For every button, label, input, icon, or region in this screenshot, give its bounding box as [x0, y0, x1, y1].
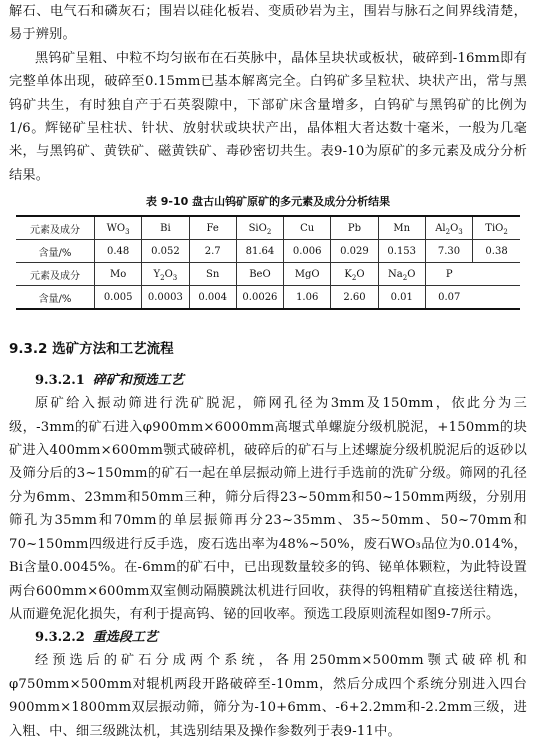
- table-cell-element: $WO_3$: [95, 216, 142, 240]
- table-cell-element: Fe: [189, 216, 236, 240]
- table-cell-element: Mo: [95, 263, 142, 286]
- table-cell-value: 0.0026: [236, 286, 283, 310]
- table-cell-value: 0.005: [95, 286, 142, 310]
- table-cell-empty: [473, 286, 520, 310]
- table-cell-value: 81.64: [236, 240, 283, 263]
- table-cell-value: 0.004: [189, 286, 236, 310]
- table-cell-element: P: [425, 263, 472, 286]
- subsection-heading-crushing: [9, 369, 527, 392]
- table-caption: 表 9-10 盘古山钨矿原矿的多元素及成分分析结果: [145, 195, 391, 209]
- paragraph-gravity: 经预选后的矿石分成两个系统，各用250mm×500mm颚式破碎机和φ750mm×500mm对辊机两段开路破碎至-10mm，然后分成四个系统分别进入四台900mm×1800mm双层振动筛，筛分为-10+6mm、-6+2.2mm和-2.2mm三级，进入粗、中、细三级跳汰机，其选别结果及操作参数列于表9-11中。: [9, 653, 527, 739]
- analysis-table: [16, 215, 520, 310]
- table-cell-element: Bi: [142, 216, 189, 240]
- table-header-cell: 含量/%: [16, 240, 95, 263]
- table-cell-value: 0.07: [425, 286, 472, 310]
- table-cell-value: 0.01: [378, 286, 425, 310]
- table-cell-value: 7.30: [425, 240, 472, 263]
- table-cell-element: SiO$_2$: [236, 216, 283, 240]
- paragraph-crushing: 原矿给入振动筛进行洗矿脱泥，筛网孔径为3mm及150mm，依此分为三级，-3mm的矿石进入φ900mm×6000mm高堰式单螺旋分级机脱泥，+150mm的块矿进入400mm×600mm颚式破碎机，破碎后的矿石与上述螺旋分级机脱泥后的返砂以及筛分后的3~150mm的矿石一起在单层振动筛上进行手选前的洗矿分级。筛网的孔径分为6mm、23mm和50mm三种，筛分后得23~50mm和50~150mm两级，分别用筛孔为35mm和70mm的单层振筛再分23~35mm、35~50mm、50~70mm和70~150mm四级进行反手选，废石选出率为48%~50%，废石WO₃品位为0.014%，Bi含量0.0045%。在-6mm的矿石中，已出现数量较多的钨、铋单体颗粒，为此特设置两台600mm×600mm双室侧动隔膜跳汰机进行回收，获得的钨粗精矿直接送往精选，从而避免泥化损失，有利于提高钨、铋的回收率。预选工段原则流程如图9-7所示。: [9, 396, 527, 622]
- table-cell-value: 0.48: [95, 240, 142, 263]
- table-cell-value: 0.0003: [142, 286, 189, 310]
- table-row-elements-1: [16, 216, 520, 240]
- subsection-number: 9.3.2.2: [35, 630, 85, 646]
- table-cell-element: Cu: [284, 216, 331, 240]
- table-cell-element: Pb: [331, 216, 378, 240]
- subsection-number: 9.3.2.1: [35, 373, 85, 389]
- table-cell-element: BeO: [236, 263, 283, 286]
- table-cell-value: 1.06: [284, 286, 331, 310]
- subsection-heading-gravity: [9, 626, 527, 649]
- table-header-cell: 含量/%: [16, 286, 95, 310]
- table-cell-element: Mn: [378, 216, 425, 240]
- table-cell-element: $Na_2O$: [378, 263, 425, 286]
- paragraph-intro-end: 解石、电气石和磷灰石；围岩以硅化板岩、变质砂岩为主，围岩与脉石之间界线清楚，易于辨别。: [9, 4, 527, 43]
- table-header-cell: 元素及成分: [16, 216, 95, 240]
- table-cell-value: 0.153: [378, 240, 425, 263]
- paragraph-mineral-description: 黑钨矿呈粗、中粒不均匀嵌布在石英脉中，晶体呈块状或板状，破碎到-16mm即有完整单体出现，破碎至0.15mm已基本解离完全。白钨矿多呈粒状、块状产出，常与黑钨矿共生，有时独自产于石英裂隙中，下部矿床含量增多，白钨矿与黑钨矿的比例为1/6。辉铋矿呈柱状、针状、放射状或块状产出，晶体粗大者达数十毫米，一般为几毫米，与黑钨矿、黄铁矿、磁黄铁矿、毒砂密切共生。表9-10为原矿的多元素及成分分析结果。: [9, 50, 527, 183]
- subsection-title: 重选段工艺: [92, 630, 158, 646]
- table-cell-element: TiO$_2$: [473, 216, 520, 240]
- table-row-values-1: [16, 240, 520, 263]
- table-cell-value: 0.029: [331, 240, 378, 263]
- table-row-values-2: [16, 286, 520, 310]
- section-heading: 9.3.2 选矿方法和工艺流程: [9, 341, 174, 358]
- table-cell-value: 0.006: [284, 240, 331, 263]
- table-cell-value: 0.052: [142, 240, 189, 263]
- table-cell-element: MgO: [284, 263, 331, 286]
- table-cell-value: 2.60: [331, 286, 378, 310]
- subsection-title: 碎矿和预选工艺: [92, 373, 184, 389]
- table-header-cell: 元素及成分: [16, 263, 95, 286]
- table-cell-empty: [473, 263, 520, 286]
- table-row-elements-2: [16, 263, 520, 286]
- table-cell-element: $Al_2O_3$: [425, 216, 472, 240]
- table-cell-value: 0.38: [473, 240, 520, 263]
- table-cell-value: 2.7: [189, 240, 236, 263]
- table-cell-element: $Y_2O_3$: [142, 263, 189, 286]
- table-cell-element: $K_2O$: [331, 263, 378, 286]
- table-cell-element: Sn: [189, 263, 236, 286]
